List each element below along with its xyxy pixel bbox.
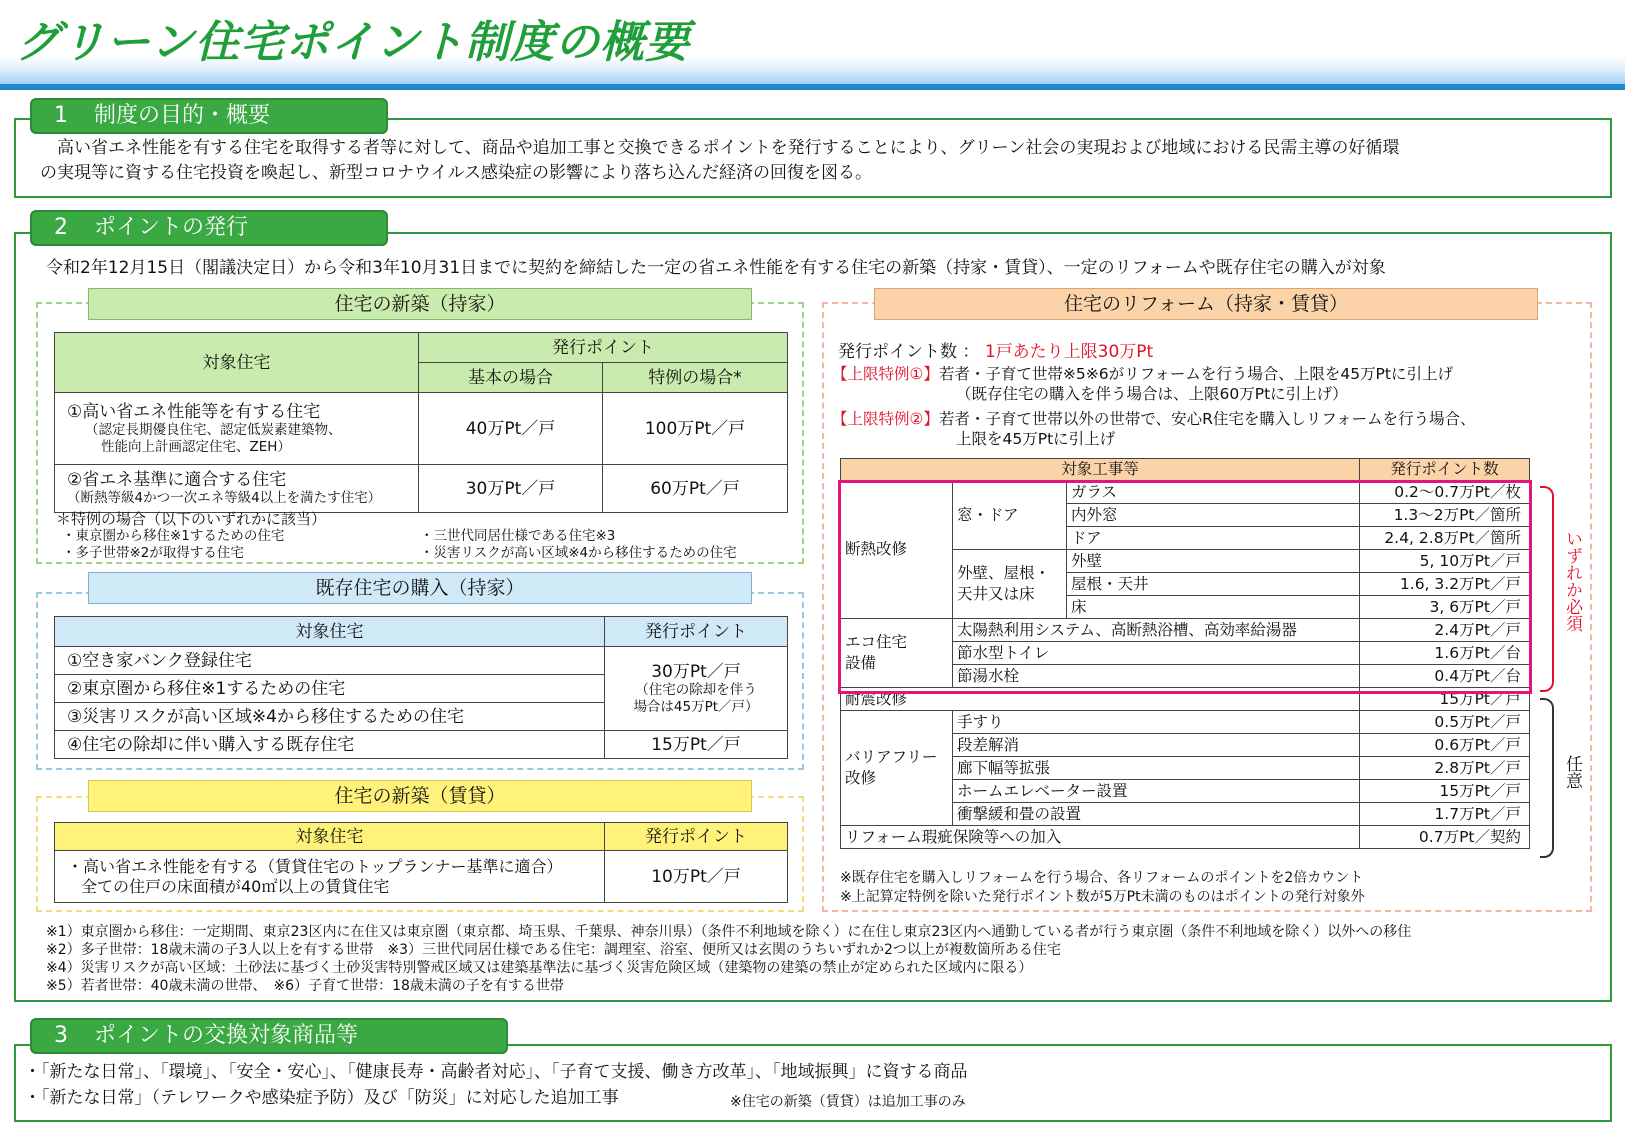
- rf-hall-points: 2.8万Pt／戸: [1360, 757, 1530, 780]
- reform-special-2: 【上限特例②】若者・子育て世帯以外の世帯で、安心R住宅を購入しリフォームを行う場合、: [832, 410, 1476, 428]
- optional-label: 任意: [1562, 755, 1582, 789]
- title-band-line: [0, 84, 1625, 90]
- footnote-3: ※4）災害リスクが高い区域：土砂法に基づく土砂災害特別警戒区域又は建築基準法に基づく災害危険区域（建築物の建築の禁止が定められた区域内に限る）: [46, 960, 1033, 976]
- rf-floor-points: 3, 6万Pt／戸: [1360, 596, 1530, 619]
- section-3-text-1: ・「新たな日常」、「環境」、「安全・安心」、「健康長寿・高齢者対応」、「子育て支援、働き方改革」、「地域振興」に資する商品: [24, 1062, 968, 1082]
- rf-col-work: 対象工事等: [841, 459, 1360, 481]
- nb-row-2-special: 60万Pt／戸: [603, 465, 788, 513]
- rt-points-1: 10万Pt／戸: [605, 851, 788, 903]
- ex-row-3: ③災害リスクが高い区域※4から移住するための住宅: [55, 703, 605, 731]
- rf-door: ドア: [1067, 527, 1360, 550]
- rf-col-points: 発行ポイント数: [1360, 459, 1530, 481]
- reform-note-1: ※既存住宅を購入しリフォームを行う場合、各リフォームのポイントを2倍カウント: [840, 870, 1364, 886]
- rf-step-points: 0.6万Pt／戸: [1360, 734, 1530, 757]
- nb-col-basic: 基本の場合: [419, 363, 603, 393]
- ex-col-points: 発行ポイント: [605, 617, 788, 647]
- ex-row-1: ①空き家バンク登録住宅: [55, 647, 605, 675]
- rt-row-1: ・高い省エネ性能を有する（賃貸住宅のトップランナー基準に適合） 全ての住戸の床面積が40㎡以上の賃貸住宅: [55, 851, 605, 903]
- rf-cat-eco: エコ住宅 設備: [841, 619, 953, 688]
- rf-rail: 手すり: [953, 711, 1360, 734]
- nb-note-c: ・三世代同居仕様である住宅※3: [420, 528, 616, 544]
- newbuild-title: 住宅の新築（持家）: [88, 288, 752, 320]
- rf-toilet: 節水型トイレ: [953, 642, 1360, 665]
- rf-solar-points: 2.4万Pt／戸: [1360, 619, 1530, 642]
- optional-bracket: [1540, 698, 1554, 858]
- rental-title: 住宅の新築（賃貸）: [88, 780, 752, 812]
- required-highlight: [838, 480, 1532, 694]
- section-3-box: [14, 1044, 1612, 1122]
- required-bracket: [1540, 486, 1554, 692]
- nb-row-2-target: ②省エネ基準に適合する住宅 （断熱等級4かつ一次エネ等級4以上を満たす住宅）: [55, 465, 419, 513]
- footnote-4: ※5）若者世帯：40歳未満の世帯、 ※6）子育て世帯：18歳未満の子を有する世帯: [46, 978, 564, 994]
- nb-note-a: ・東京圏から移住※1するための住宅: [62, 528, 285, 544]
- rf-faucet-points: 0.4万Pt／台: [1360, 665, 1530, 688]
- nb-row-1-special: 100万Pt／戸: [603, 393, 788, 465]
- rf-rail-points: 0.5万Pt／戸: [1360, 711, 1530, 734]
- rf-inner-points: 1.3～2万Pt／箇所: [1360, 504, 1530, 527]
- section-2-heading: 2 ポイントの発行: [30, 210, 388, 246]
- footnote-2: ※2）多子世帯：18歳未満の子3人以上を有する世帯 ※3）三世代同居仕様である住宅：調理室、浴室、便所又は玄関のうちいずれか2つ以上が複数箇所ある住宅: [46, 942, 1061, 958]
- section-3-text-2: ・「新たな日常」（テレワークや感染症予防）及び「防災」に対応した追加工事: [24, 1088, 619, 1108]
- section-1-text-2: の実現等に資する住宅投資を喚起し、新型コロナウイルス感染症の影響により落ち込んだ経済の回復を図る。: [40, 163, 872, 183]
- nb-note-d: ・災害リスクが高い区域※4から移住するための住宅: [420, 545, 737, 561]
- section-1-text-1: 高い省エネ性能を有する住宅を取得する者等に対して、商品や追加工事と交換できるポイントを発行することにより、グリーン社会の実現および地域における民需主導の好循環: [40, 138, 1400, 158]
- newbuild-table: [54, 332, 788, 513]
- rt-col-target: 対象住宅: [55, 823, 605, 851]
- section-3-heading: 3 ポイントの交換対象商品等: [30, 1018, 508, 1054]
- rf-mat: 衝撃緩和畳の設置: [953, 803, 1360, 826]
- footnote-1: ※1）東京圏から移住：一定期間、東京23区内に在住又は東京圏（東京都、埼玉県、千葉県、神奈川県）（条件不利地域を除く）に在住し東京23区内へ通勤している者が行う東京圏（条件不利地域を除く）以外への移住: [46, 924, 1412, 940]
- rf-roof-points: 1.6, 3.2万Pt／戸: [1360, 573, 1530, 596]
- rf-quake-points: 15万Pt／戸: [1360, 688, 1530, 711]
- rf-sub-window: 窓・ドア: [953, 481, 1067, 550]
- rf-door-points: 2.4, 2.8万Pt／箇所: [1360, 527, 1530, 550]
- ex-col-target: 対象住宅: [55, 617, 605, 647]
- existing-title: 既存住宅の購入（持家）: [88, 572, 752, 604]
- rt-col-points: 発行ポイント: [605, 823, 788, 851]
- rf-solar: 太陽熱利用システム、高断熱浴槽、高効率給湯器: [953, 619, 1360, 642]
- rf-sub-wall: 外壁、屋根・ 天井又は床: [953, 550, 1067, 619]
- reform-note-2: ※上記算定特例を除いた発行ポイント数が5万Pt未満のものはポイントの発行対象外: [840, 889, 1365, 905]
- nb-col-points: 発行ポイント: [419, 333, 788, 363]
- nb-note-head: ＊特例の場合（以下のいずれかに該当）: [56, 510, 327, 528]
- rf-faucet: 節湯水栓: [953, 665, 1360, 688]
- rf-toilet-points: 1.6万Pt／台: [1360, 642, 1530, 665]
- rf-quake: 耐震改修: [841, 688, 1360, 711]
- rf-elev: ホームエレベーター設置: [953, 780, 1360, 803]
- rf-glass: ガラス: [1067, 481, 1360, 504]
- section-2-intro: 令和2年12月15日（閣議決定日）から令和3年10月31日までに契約を締結した一定の省エネ性能を有する住宅の新築（持家・賃貸）、一定のリフォームや既存住宅の購入が対象: [46, 258, 1386, 278]
- rf-outwall: 外壁: [1067, 550, 1360, 573]
- nb-note-b: ・多子世帯※2が取得する住宅: [62, 545, 244, 561]
- nb-row-2-basic: 30万Pt／戸: [419, 465, 603, 513]
- section-3-note: ※住宅の新築（賃貸）は追加工事のみ: [730, 1094, 966, 1110]
- existing-table: [54, 616, 788, 759]
- ex-points-1: 30万Pt／戸 （住宅の除却を伴う 場合は45万Pt／戸）: [605, 647, 788, 731]
- rf-hall: 廊下幅等拡張: [953, 757, 1360, 780]
- rf-insurance: リフォーム瑕疵保険等への加入: [841, 826, 1360, 849]
- nb-col-special: 特例の場合*: [603, 363, 788, 393]
- section-1-heading: 1 制度の目的・概要: [30, 98, 388, 134]
- rf-mat-points: 1.7万Pt／戸: [1360, 803, 1530, 826]
- rf-cat-insulation: 断熱改修: [841, 481, 953, 619]
- rf-elev-points: 15万Pt／戸: [1360, 780, 1530, 803]
- rf-inner: 内外窓: [1067, 504, 1360, 527]
- reform-special-1b: （既存住宅の購入を伴う場合は、上限60万Ptに引上げ）: [956, 385, 1348, 403]
- rf-glass-points: 0.2～0.7万Pt／枚: [1360, 481, 1530, 504]
- reform-special-2b: 上限を45万Ptに引上げ: [956, 430, 1116, 448]
- ex-row-2: ②東京圏から移住※1するための住宅: [55, 675, 605, 703]
- rf-floor: 床: [1067, 596, 1360, 619]
- reform-special-1: 【上限特例①】若者・子育て世帯※5※6がリフォームを行う場合、上限を45万Ptに引上げ: [832, 365, 1453, 383]
- page-title: グリーン住宅ポイント制度の概要: [16, 17, 691, 68]
- rf-roof: 屋根・天井: [1067, 573, 1360, 596]
- nb-row-1-basic: 40万Pt／戸: [419, 393, 603, 465]
- nb-col-target: 対象住宅: [55, 333, 419, 393]
- rf-outwall-points: 5, 10万Pt／戸: [1360, 550, 1530, 573]
- required-label: いずれか必須: [1562, 530, 1582, 632]
- reform-title: 住宅のリフォーム（持家・賃貸）: [874, 288, 1538, 320]
- ex-points-4: 15万Pt／戸: [605, 731, 788, 759]
- rental-table: [54, 822, 788, 903]
- nb-row-1-target: ①高い省エネ性能等を有する住宅 （認定長期優良住宅、認定低炭素建築物、 性能向上計画認定住宅、ZEH）: [55, 393, 419, 465]
- reform-cap: 発行ポイント数 ： 1戸あたり上限30万Pt: [838, 342, 1154, 362]
- ex-row-4: ④住宅の除却に伴い購入する既存住宅: [55, 731, 605, 759]
- rf-cat-barrierfree: バリアフリー 改修: [841, 711, 953, 826]
- rf-insurance-points: 0.7万Pt／契約: [1360, 826, 1530, 849]
- rf-step: 段差解消: [953, 734, 1360, 757]
